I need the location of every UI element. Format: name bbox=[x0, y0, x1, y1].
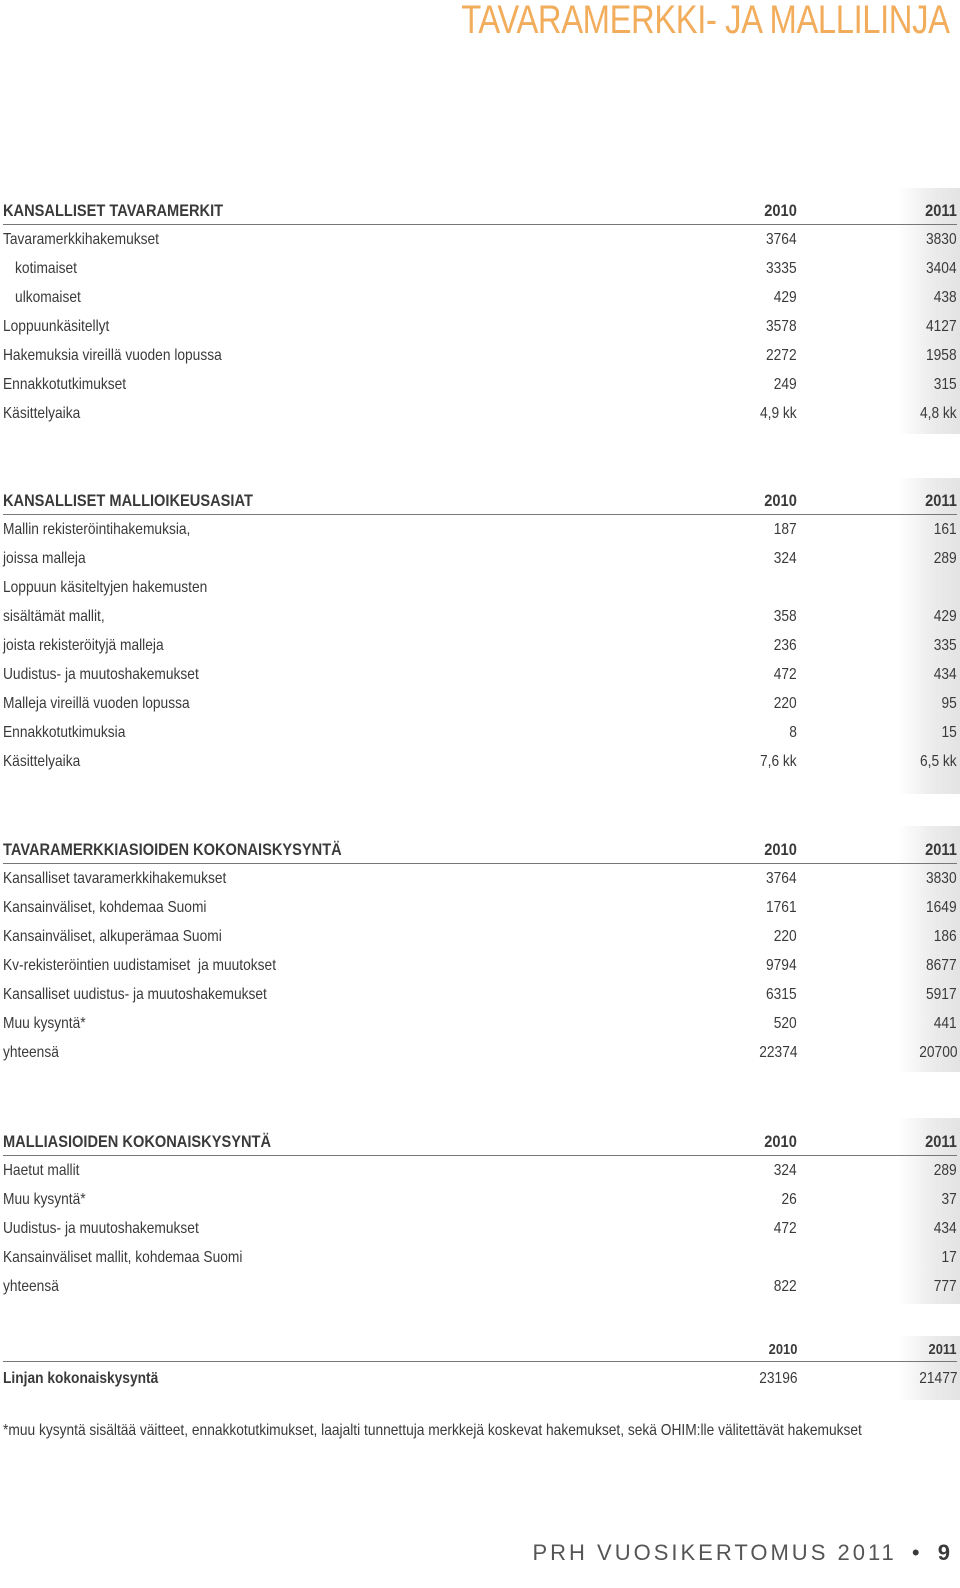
table-row bbox=[3, 980, 957, 1009]
value-2011: 3404 bbox=[926, 260, 957, 277]
value-2011: 8677 bbox=[926, 957, 957, 974]
table-row bbox=[3, 544, 957, 573]
table-tavaramerkkiasioiden-kokonaiskysynta bbox=[3, 837, 957, 1067]
table-header bbox=[3, 198, 957, 225]
table-title: KANSALLISET TAVARAMERKIT bbox=[3, 201, 224, 220]
table-row bbox=[3, 1185, 957, 1214]
row-label: Kansainväliset, alkuperämaa Suomi bbox=[3, 928, 222, 945]
column-2010-header: 2010 bbox=[764, 491, 797, 510]
row-label: Kansalliset tavaramerkkihakemukset bbox=[3, 870, 227, 887]
table-row bbox=[3, 312, 957, 341]
table-row bbox=[3, 718, 957, 747]
row-label: Muu kysyntä* bbox=[3, 1015, 86, 1032]
table-row bbox=[3, 922, 957, 951]
value-2011: 289 bbox=[934, 550, 957, 567]
table-row bbox=[3, 864, 957, 893]
table-row bbox=[3, 515, 957, 544]
table-malliasioiden-kokonaiskysynta bbox=[3, 1129, 957, 1301]
column-2011-header: 2011 bbox=[925, 1132, 957, 1151]
table-row bbox=[3, 1214, 957, 1243]
table-row bbox=[3, 1272, 957, 1301]
table-row bbox=[3, 602, 957, 631]
row-label: Kv-rekisteröintien uudistamiset ja muutokset bbox=[3, 957, 277, 974]
column-2010-header: 2010 bbox=[764, 201, 797, 220]
value-2011: 1649 bbox=[926, 899, 957, 916]
row-label: kotimaiset bbox=[15, 260, 77, 277]
value-2011: 20700 bbox=[918, 1044, 957, 1061]
row-label: Käsittelyaika bbox=[3, 753, 81, 770]
table-row bbox=[3, 1038, 957, 1067]
table-title: KANSALLISET MALLIOIKEUSASIAT bbox=[3, 491, 253, 510]
row-label: Hakemuksia vireillä vuoden lopussa bbox=[3, 347, 222, 364]
table-kansalliset-mallioikeusasiat bbox=[3, 488, 957, 776]
table-linjan-kokonaiskysynta bbox=[3, 1339, 957, 1396]
value-2011: 37 bbox=[941, 1191, 957, 1208]
value-2011: 4,8 kk bbox=[920, 405, 957, 422]
column-2011-header: 2011 bbox=[929, 1341, 957, 1358]
value-2011: 6,5 kk bbox=[920, 753, 957, 770]
footnote: *muu kysyntä sisältää väitteet, ennakkotutkimukset, laajalti tunnettuja merkkejä koskevat hakemukset, sekä OHIM:lle välitettävät hakemukset bbox=[3, 1422, 862, 1439]
value-2010: 324 bbox=[774, 550, 797, 567]
table-row bbox=[3, 370, 957, 399]
page-title: TAVARAMERKKI- JA MALLILINJA bbox=[461, 0, 950, 42]
page-number: 9 bbox=[937, 1540, 950, 1565]
value-2010: 520 bbox=[774, 1015, 797, 1032]
row-label: Tavaramerkkihakemukset bbox=[3, 231, 160, 248]
publication-name: PRH VUOSIKERTOMUS 2011 bbox=[532, 1540, 897, 1565]
row-label: Mallin rekisteröintihakemuksia, bbox=[3, 521, 191, 538]
value-2010: 822 bbox=[774, 1278, 797, 1295]
value-2011: 434 bbox=[934, 1220, 957, 1237]
value-2010: 9794 bbox=[766, 957, 797, 974]
row-label: ulkomaiset bbox=[15, 289, 81, 306]
row-label: Uudistus- ja muutoshakemukset bbox=[3, 666, 199, 683]
value-2011: 3830 bbox=[926, 231, 957, 248]
row-label: sisältämät mallit, bbox=[3, 608, 105, 625]
row-label: Ennakkotutkimukset bbox=[3, 376, 127, 393]
value-2010: 3335 bbox=[766, 260, 797, 277]
table-row bbox=[3, 1362, 957, 1396]
value-2011: 161 bbox=[934, 521, 957, 538]
row-label: yhteensä bbox=[3, 1044, 59, 1061]
column-2010-header: 2010 bbox=[764, 1132, 797, 1151]
value-2011: 1958 bbox=[926, 347, 957, 364]
row-label: Kansainväliset mallit, kohdemaa Suomi bbox=[3, 1249, 243, 1266]
column-2010-header: 2010 bbox=[768, 1341, 797, 1358]
row-label: Haetut mallit bbox=[3, 1162, 80, 1179]
value-2010: 8 bbox=[789, 724, 797, 741]
table-row bbox=[3, 283, 957, 312]
value-2011: 429 bbox=[934, 608, 957, 625]
row-label: joissa malleja bbox=[3, 550, 86, 567]
table-header bbox=[3, 488, 957, 515]
value-2011: 5917 bbox=[926, 986, 957, 1003]
value-2010: 7,6 kk bbox=[760, 753, 797, 770]
value-2010: 358 bbox=[774, 608, 797, 625]
value-2010: 6315 bbox=[766, 986, 797, 1003]
value-2011: 777 bbox=[934, 1278, 957, 1295]
value-2011: 3830 bbox=[926, 870, 957, 887]
value-2010: 3764 bbox=[766, 231, 797, 248]
value-2010: 23196 bbox=[758, 1370, 797, 1387]
table-kansalliset-tavaramerkit bbox=[3, 198, 957, 428]
value-2010: 1761 bbox=[766, 899, 797, 916]
table-row bbox=[3, 951, 957, 980]
row-label: Kansalliset uudistus- ja muutoshakemukset bbox=[3, 986, 267, 1003]
row-label: Kansainväliset, kohdemaa Suomi bbox=[3, 899, 207, 916]
value-2010: 3764 bbox=[766, 870, 797, 887]
value-2010: 220 bbox=[774, 695, 797, 712]
value-2010: 472 bbox=[774, 666, 797, 683]
table-row bbox=[3, 1009, 957, 1038]
row-label: Malleja vireillä vuoden lopussa bbox=[3, 695, 190, 712]
table-row bbox=[3, 689, 957, 718]
value-2010: 324 bbox=[774, 1162, 797, 1179]
table-row bbox=[3, 893, 957, 922]
value-2011: 434 bbox=[934, 666, 957, 683]
table-row bbox=[3, 341, 957, 370]
value-2010: 472 bbox=[774, 1220, 797, 1237]
row-label: Linjan kokonaiskysyntä bbox=[3, 1370, 159, 1387]
table-row bbox=[3, 660, 957, 689]
table-header bbox=[3, 837, 957, 864]
table-row bbox=[3, 254, 957, 283]
table-row bbox=[3, 1243, 957, 1272]
column-2010-header: 2010 bbox=[764, 840, 797, 859]
table-row bbox=[3, 1156, 957, 1185]
column-2011-header: 2011 bbox=[925, 491, 957, 510]
table-row bbox=[3, 399, 957, 428]
row-label: Käsittelyaika bbox=[3, 405, 81, 422]
value-2011: 438 bbox=[934, 289, 957, 306]
value-2010: 249 bbox=[774, 376, 797, 393]
value-2010: 4,9 kk bbox=[760, 405, 797, 422]
row-label: Loppuunkäsitellyt bbox=[3, 318, 110, 335]
value-2011: 186 bbox=[934, 928, 957, 945]
table-row bbox=[3, 747, 957, 776]
table-header bbox=[3, 1129, 957, 1156]
value-2010: 3578 bbox=[766, 318, 797, 335]
value-2011: 4127 bbox=[926, 318, 957, 335]
value-2011: 335 bbox=[934, 637, 957, 654]
page-footer bbox=[532, 1540, 950, 1566]
value-2011: 17 bbox=[941, 1249, 957, 1266]
value-2011: 315 bbox=[934, 376, 957, 393]
value-2010: 22374 bbox=[758, 1044, 797, 1061]
row-label: yhteensä bbox=[3, 1278, 59, 1295]
value-2011: 15 bbox=[941, 724, 957, 741]
table-title: TAVARAMERKKIASIOIDEN KOKONAISKYSYNTÄ bbox=[3, 840, 342, 859]
row-label: Muu kysyntä* bbox=[3, 1191, 86, 1208]
row-label: Ennakkotutkimuksia bbox=[3, 724, 126, 741]
column-2011-header: 2011 bbox=[925, 840, 957, 859]
value-2010: 429 bbox=[774, 289, 797, 306]
table-header bbox=[3, 1339, 957, 1362]
value-2010: 236 bbox=[774, 637, 797, 654]
value-2010: 2272 bbox=[766, 347, 797, 364]
row-label: joista rekisteröityjä malleja bbox=[3, 637, 164, 654]
value-2011: 441 bbox=[934, 1015, 957, 1032]
value-2010: 220 bbox=[774, 928, 797, 945]
value-2010: 26 bbox=[781, 1191, 797, 1208]
column-2011-header: 2011 bbox=[925, 201, 957, 220]
table-row bbox=[3, 225, 957, 254]
table-row bbox=[3, 631, 957, 660]
value-2010: 187 bbox=[774, 521, 797, 538]
row-label: Uudistus- ja muutoshakemukset bbox=[3, 1220, 199, 1237]
value-2011: 289 bbox=[934, 1162, 957, 1179]
value-2011: 21477 bbox=[918, 1370, 957, 1387]
table-row bbox=[3, 573, 957, 602]
row-label: Loppuun käsiteltyjen hakemusten bbox=[3, 579, 208, 596]
table-title: MALLIASIOIDEN KOKONAISKYSYNTÄ bbox=[3, 1132, 272, 1151]
footer-separator: • bbox=[911, 1540, 923, 1565]
value-2011: 95 bbox=[941, 695, 957, 712]
